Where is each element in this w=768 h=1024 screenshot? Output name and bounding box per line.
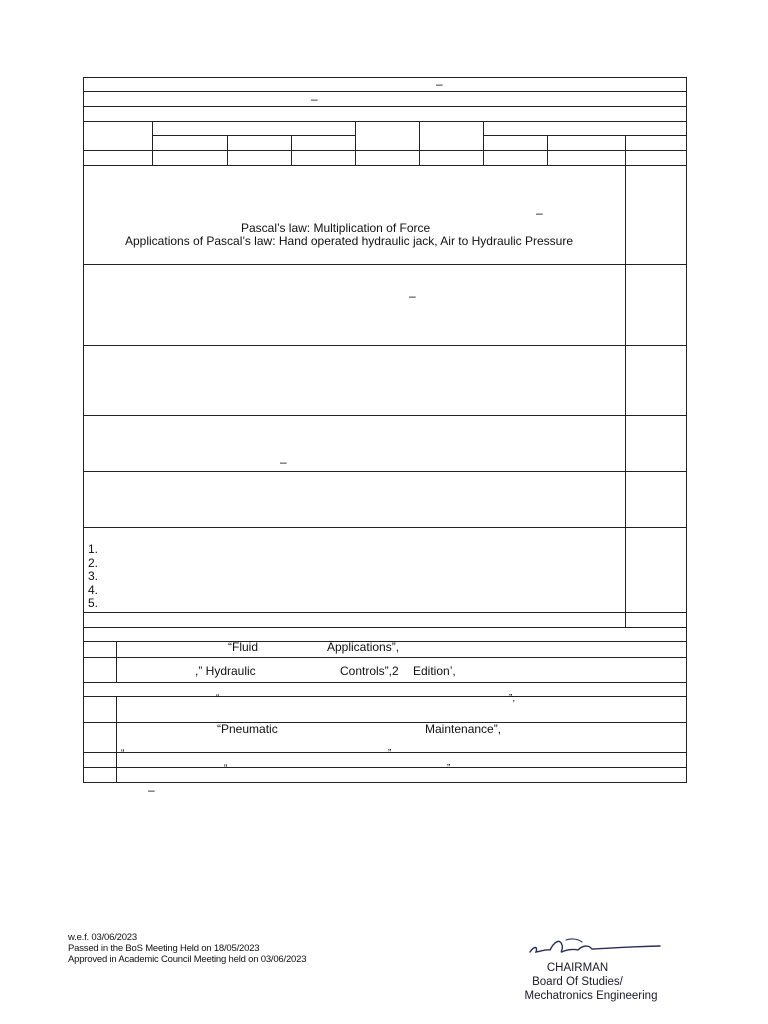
col-divider [116,657,117,682]
reference-text: Controls”,2 [340,664,399,678]
reference-text: Applications”, [327,640,400,654]
unit4-dash: – [280,455,287,469]
list-item: 4. [88,583,99,597]
reference-text: “ [121,748,125,759]
col-divider [291,135,292,165]
list-item: 3. [88,569,99,583]
row-divider [83,612,686,613]
col-divider [152,121,153,165]
board-of-studies: Board Of Studies/ [532,976,623,988]
row-divider [83,150,686,151]
department-name: Mechatronics Engineering [524,990,658,1002]
reference-text: “ [216,693,220,704]
list-item: 2. [88,556,99,570]
unit2-dash: – [409,289,416,303]
chairman-title: CHAIRMAN [546,962,609,974]
row-divider [83,627,686,628]
reference-text: ”, [509,693,516,704]
syllabus-table [83,77,686,782]
col-divider [483,121,484,165]
row-divider [83,696,686,697]
reference-text: “Fluid [228,640,259,654]
row-divider [83,91,686,92]
row-divider [83,752,686,753]
col-divider [227,135,228,165]
header-dash: – [311,92,318,106]
row-divider [83,345,686,346]
col-divider [116,752,117,782]
unit1-dash: – [536,206,543,220]
reference-text: ” [447,763,451,774]
reference-text: “ [224,763,228,774]
col-divider [547,135,548,165]
row-divider [83,657,686,658]
row-divider [83,767,686,768]
row-divider [83,471,686,472]
signature-block [500,932,685,1012]
wef-date: w.e.f. 03/06/2023 [68,932,137,943]
reference-text: ,” Hydraulic [195,664,256,678]
col-divider [419,121,420,165]
col-divider [625,135,626,165]
reference-text: “Pneumatic [217,722,278,736]
col-divider [116,696,117,722]
row-divider [83,722,686,723]
row-divider [83,527,686,528]
col-divider [116,722,117,752]
col-divider [625,165,626,627]
row-divider [483,135,686,136]
reference-text: Edition’, [413,664,456,678]
row-divider [83,264,686,265]
academic-council-note: Approved in Academic Council Meeting held on 03/06/2023 [68,954,307,965]
row-divider [83,682,686,683]
unit1-topic: Applications of Pascal’s law: Hand operated hydraulic jack, Air to Hydraulic Pressure [125,234,573,248]
unit1-topic: Pascal’s law: Multiplication of Force [241,221,431,235]
signature-icon [500,932,685,960]
row-divider [83,415,686,416]
col-divider [116,641,117,657]
col-divider [355,121,356,165]
list-item: 1. [88,542,99,556]
row-divider [83,165,686,166]
row-divider [83,121,686,122]
trailing-dash: – [148,783,155,797]
row-divider [152,135,355,136]
bos-meeting-note: Passed in the BoS Meeting Held on 18/05/2023 [68,943,260,954]
reference-text: Maintenance”, [425,722,502,736]
list-item: 5. [88,596,99,610]
row-divider [83,106,686,107]
header-dash: – [436,77,443,91]
reference-text: ” [388,748,392,759]
